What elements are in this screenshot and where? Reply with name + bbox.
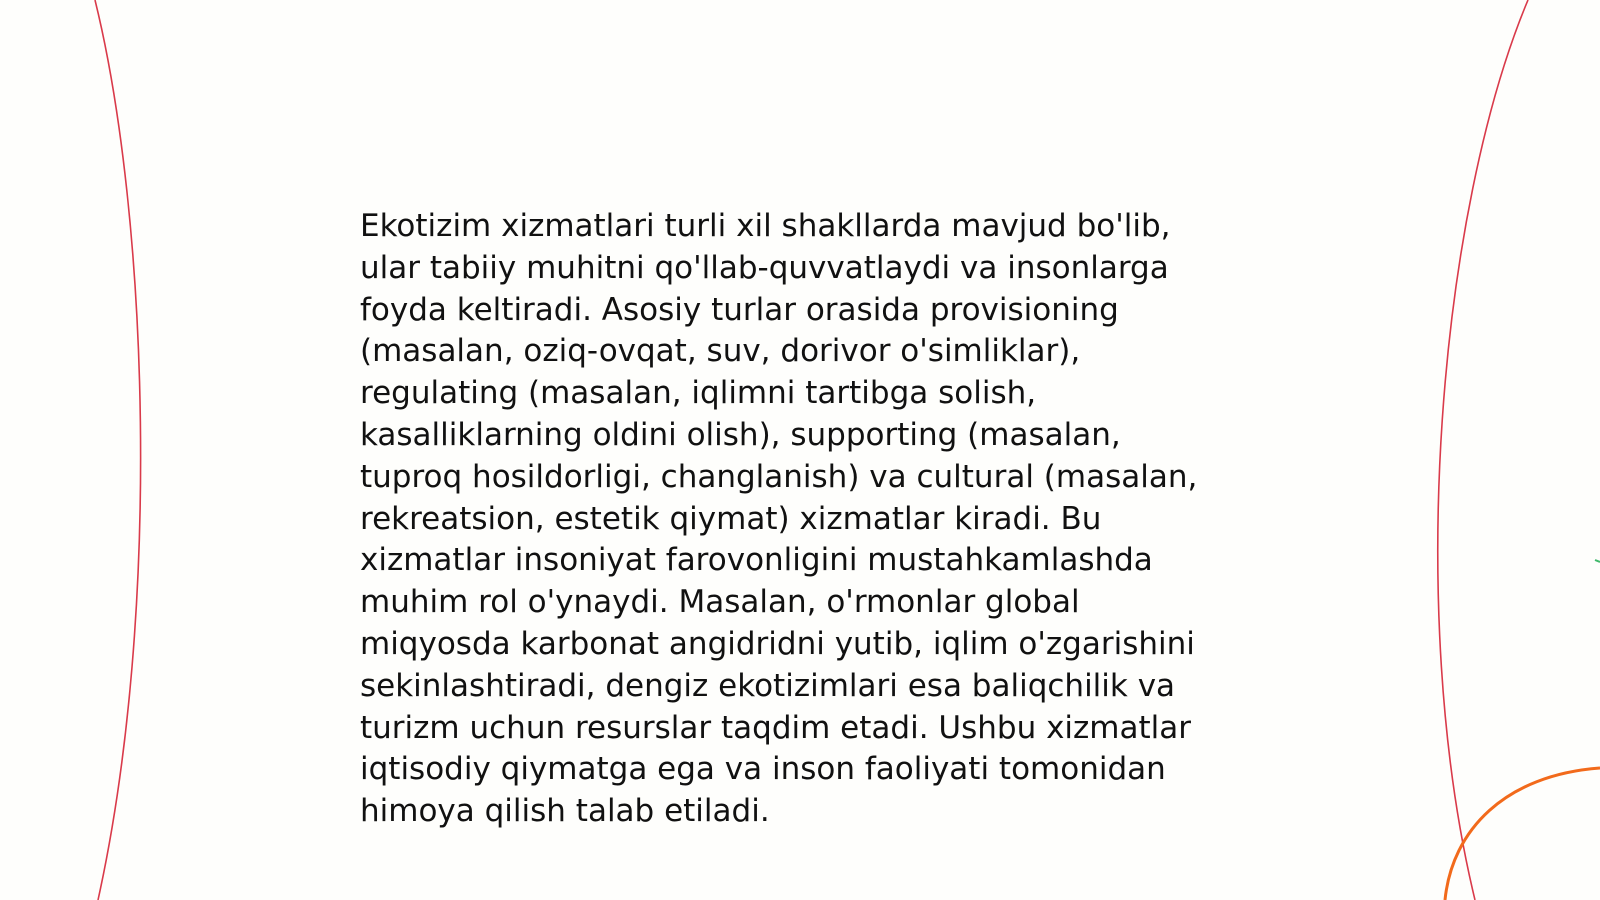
orange-decorative-arc	[1445, 768, 1600, 900]
slide-body-text: Ekotizim xizmatlari turli xil shakllarda mavjud bo'lib, ular tabiiy muhitni qo'llab-quvvatlaydi va insonlarga foyda keltiradi. Asosiy turlar orasida provisioning (masalan, oziq-ovqat, suv, dorivor o'simliklar), regulating (masalan, iqlimni tartibga solish, kasalliklarning oldini olish), supporting (masalan, tuproq hosildorligi, changlanish) va cultural (masalan, rekreatsion, estetik qiymat) xizmatlar kiradi. Bu xizmatlar insoniyat farovonligini mustahkamlashda muhim rol o'ynaydi. Masalan, o'rmonlar global miqyosda karbonat angidridni yutib, iqlim o'zgarishini sekinlashtiradi, dengiz ekotizimlari esa baliqchilik va turizm uchun resurslar taqdim etadi. Ushbu xizmatlar iqtisodiy qiymatga ega va inson faoliyati tomonidan himoya qilish talab etiladi.	[360, 208, 1198, 830]
right-decorative-curve	[1438, 0, 1528, 900]
green-decorative-tick	[1595, 560, 1600, 562]
left-decorative-curve	[95, 0, 141, 900]
